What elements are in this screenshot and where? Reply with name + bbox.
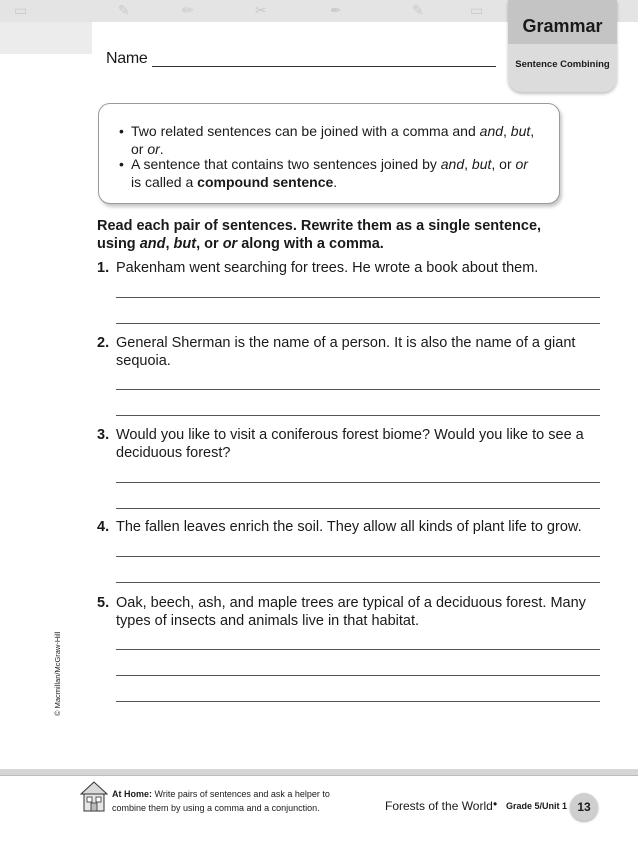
text-segment: but [510,123,531,139]
bullet-icon: • [119,123,124,139]
grade-unit: Grade 5/Unit 1 [506,801,568,811]
text-segment: . [333,174,338,190]
at-home-text: Write pairs of sentences and ask a helper to combine them by using a comma and a conjunction. [112,789,330,813]
house-icon [80,780,108,812]
rule-text [131,155,541,191]
instructions [97,217,567,253]
text-segment: , or [196,236,223,252]
text-segment: Two related sentences can be joined with a comma and [131,123,480,139]
section-tab [508,0,617,92]
text-segment: , [165,236,174,252]
text-segment: but [173,236,197,252]
at-home-label: At Home: [112,789,152,799]
answer-line[interactable] [116,482,600,483]
answer-line[interactable] [116,556,600,557]
text-segment: compound sentence [197,174,334,190]
pen-doodle-icon: ✒ [330,2,342,18]
notebook-doodle-icon: ▭ [470,2,484,18]
footer-divider [0,775,638,776]
answer-line[interactable] [116,701,600,702]
answer-line[interactable] [116,389,600,390]
at-home-note [112,787,352,815]
item-number: 5. [97,595,110,611]
copyright-notice: © Macmillan/McGraw-Hill [53,631,62,716]
pencil-doodle-icon: ✎ [412,2,424,18]
text-segment: or [222,236,238,252]
item-number: 1. [97,260,110,276]
item-text: Pakenham went searching for trees. He wrote a book about them. [116,260,539,276]
rule-text [131,122,541,158]
book-title: Forests of the World [385,799,493,813]
bullet-icon: • [119,156,124,172]
text-segment: but [471,156,492,172]
item-text: General Sherman is the name of a person. It is also the name of a giant sequoia. [116,335,576,369]
item-text: Oak, beech, ash, and maple trees are typical of a deciduous forest. Many types of insects and animals live in that habitat. [116,595,586,629]
answer-line[interactable] [116,323,600,324]
text-segment: is called a [131,174,198,190]
name-writing-line[interactable] [152,66,496,67]
text-segment: , or [131,123,535,157]
item-number: 3. [97,427,110,443]
text-segment: and [440,156,465,172]
answer-line[interactable] [116,508,600,509]
rule-box [98,103,560,204]
notebook-doodle-icon: ▭ [14,2,28,18]
pencil-doodle-icon: ✏ [182,2,194,18]
item-number: 2. [97,335,110,351]
text-segment: along with a comma. [237,236,384,252]
text-segment: and [479,123,504,139]
answer-line[interactable] [116,649,600,650]
scissors-doodle-icon: ✂ [255,2,267,18]
item-text: Would you like to visit a coniferous forest biome? Would you like to see a deciduous forest? [116,427,584,461]
page-number: 13 [570,793,598,821]
answer-line[interactable] [116,297,600,298]
left-decorative-strip [0,22,92,54]
text-segment: or [147,141,160,157]
answer-line[interactable] [116,582,600,583]
text-segment: , or [491,156,516,172]
footer-separator: • [493,797,498,811]
item-number: 4. [97,519,110,535]
text-segment: or [515,156,528,172]
pencil-doodle-icon: ✎ [118,2,130,18]
item-text: The fallen leaves enrich the soil. They allow all kinds of plant life to grow. [116,519,582,535]
text-segment: Read each pair of sentences. Rewrite them as a single sentence, using [97,218,542,252]
answer-line[interactable] [116,675,600,676]
text-segment: and [139,236,166,252]
name-label: Name [106,50,148,67]
section-tab-title: Grammar [522,16,603,36]
text-segment: A sentence that contains two sentences joined by [131,156,441,172]
section-tab-subtitle: Sentence Combining [515,59,610,70]
text-segment: , [503,123,511,139]
text-segment: , [464,156,472,172]
name-field[interactable] [106,50,498,74]
text-segment: . [159,141,164,157]
answer-line[interactable] [116,415,600,416]
